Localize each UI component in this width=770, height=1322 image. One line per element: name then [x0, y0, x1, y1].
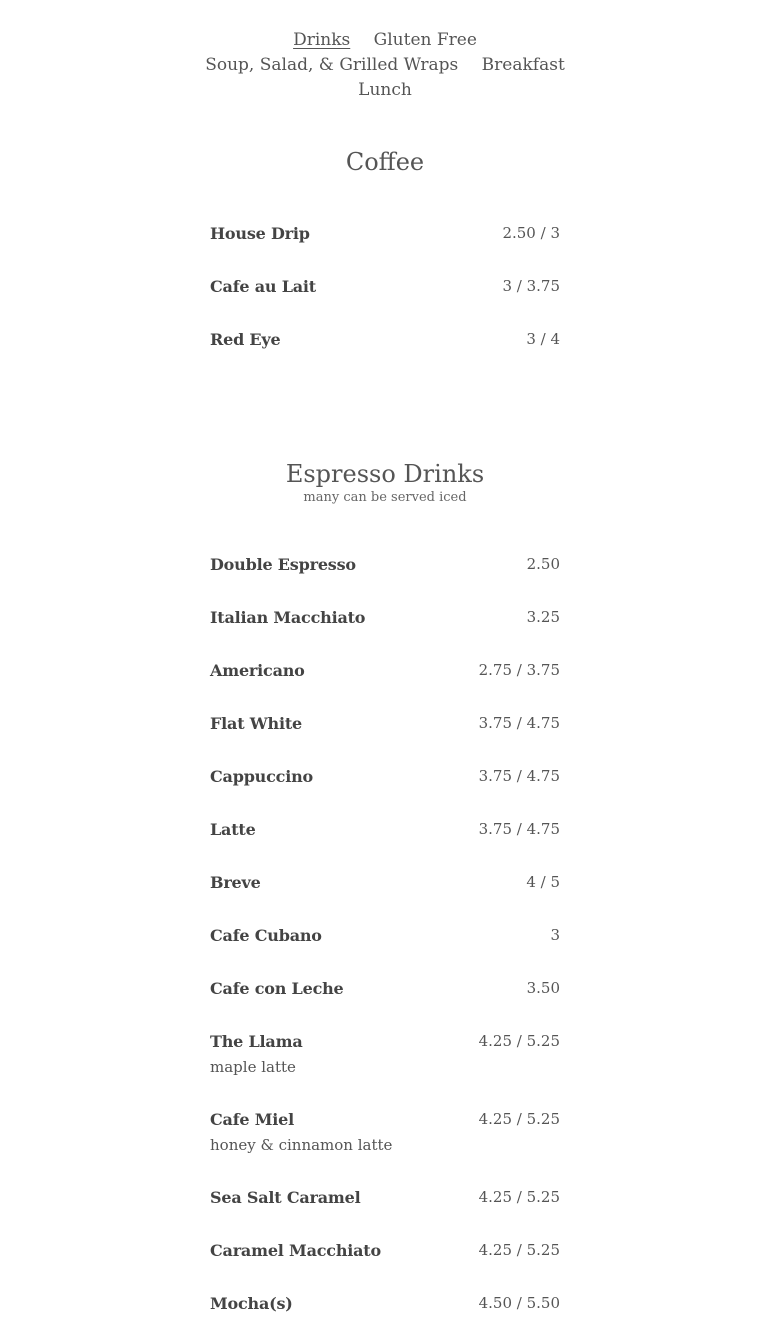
item-name: Italian Macchiato — [210, 608, 366, 627]
menu-item — [210, 714, 560, 767]
menu-item — [210, 1110, 560, 1188]
item-price: 4.50 / 5.50 — [478, 1294, 560, 1312]
item-price: 2.50 — [526, 555, 560, 573]
item-price: 2.75 / 3.75 — [478, 661, 560, 679]
item-price: 4 / 5 — [526, 873, 560, 891]
item-price: 3.75 / 4.75 — [478, 767, 560, 785]
item-name: Caramel Macchiato — [210, 1241, 381, 1260]
nav-link-drinks[interactable]: Drinks — [293, 30, 351, 50]
item-price: 3 / 3.75 — [502, 277, 560, 295]
item-name: Sea Salt Caramel — [210, 1188, 361, 1207]
menu-item — [210, 820, 560, 873]
espresso-menu-list — [210, 555, 560, 1318]
item-name: Breve — [210, 873, 261, 892]
item-name: House Drip — [210, 224, 310, 243]
item-name: Cappuccino — [210, 767, 313, 786]
menu-item — [210, 555, 560, 608]
nav-link-breakfast[interactable]: Breakfast — [481, 55, 565, 75]
item-price: 4.25 / 5.25 — [478, 1188, 560, 1206]
menu-item — [210, 277, 560, 330]
item-price: 4.25 / 5.25 — [478, 1241, 560, 1259]
item-name: Mocha(s) — [210, 1294, 293, 1313]
menu-item — [210, 224, 560, 277]
menu-item — [210, 979, 560, 1032]
espresso-section-title: Espresso Drinks — [285, 460, 485, 488]
item-price: 3.25 — [526, 608, 560, 626]
item-name: Cafe Cubano — [210, 926, 322, 945]
item-name: Latte — [210, 820, 256, 839]
item-name: Americano — [210, 661, 305, 680]
menu-item — [210, 926, 560, 979]
menu-item — [210, 873, 560, 926]
item-name: Flat White — [210, 714, 303, 733]
item-name: Red Eye — [210, 330, 281, 349]
menu-item — [210, 1294, 560, 1318]
menu-item — [210, 1188, 560, 1241]
item-price: 2.50 / 3 — [502, 224, 560, 242]
coffee-section-title: Coffee — [345, 148, 425, 176]
nav-link-soup-salad-wraps[interactable]: Soup, Salad, & Grilled Wraps — [205, 55, 459, 75]
item-price: 3.75 / 4.75 — [478, 820, 560, 838]
menu-item — [210, 767, 560, 820]
item-price: 3 — [550, 926, 560, 944]
menu-item — [210, 661, 560, 714]
item-price: 3.75 / 4.75 — [478, 714, 560, 732]
menu-item — [210, 1032, 560, 1110]
item-price: 3 / 4 — [526, 330, 560, 348]
espresso-section-subtitle: many can be served iced — [303, 490, 467, 505]
coffee-menu-list — [210, 224, 560, 383]
menu-category-nav — [0, 28, 770, 103]
item-name: Double Espresso — [210, 555, 356, 574]
menu-item — [210, 608, 560, 661]
item-description: maple latte — [210, 1058, 296, 1076]
item-price: 4.25 / 5.25 — [478, 1110, 560, 1128]
item-name: Cafe Miel — [210, 1110, 294, 1129]
item-price: 4.25 / 5.25 — [478, 1032, 560, 1050]
item-name: The Llama — [210, 1032, 303, 1051]
item-name: Cafe con Leche — [210, 979, 344, 998]
menu-item — [210, 1241, 560, 1294]
nav-link-gluten-free[interactable]: Gluten Free — [373, 30, 477, 50]
menu-item — [210, 330, 560, 383]
nav-link-lunch[interactable]: Lunch — [358, 80, 412, 100]
item-description: honey & cinnamon latte — [210, 1136, 393, 1154]
item-price: 3.50 — [526, 979, 560, 997]
item-name: Cafe au Lait — [210, 277, 316, 296]
